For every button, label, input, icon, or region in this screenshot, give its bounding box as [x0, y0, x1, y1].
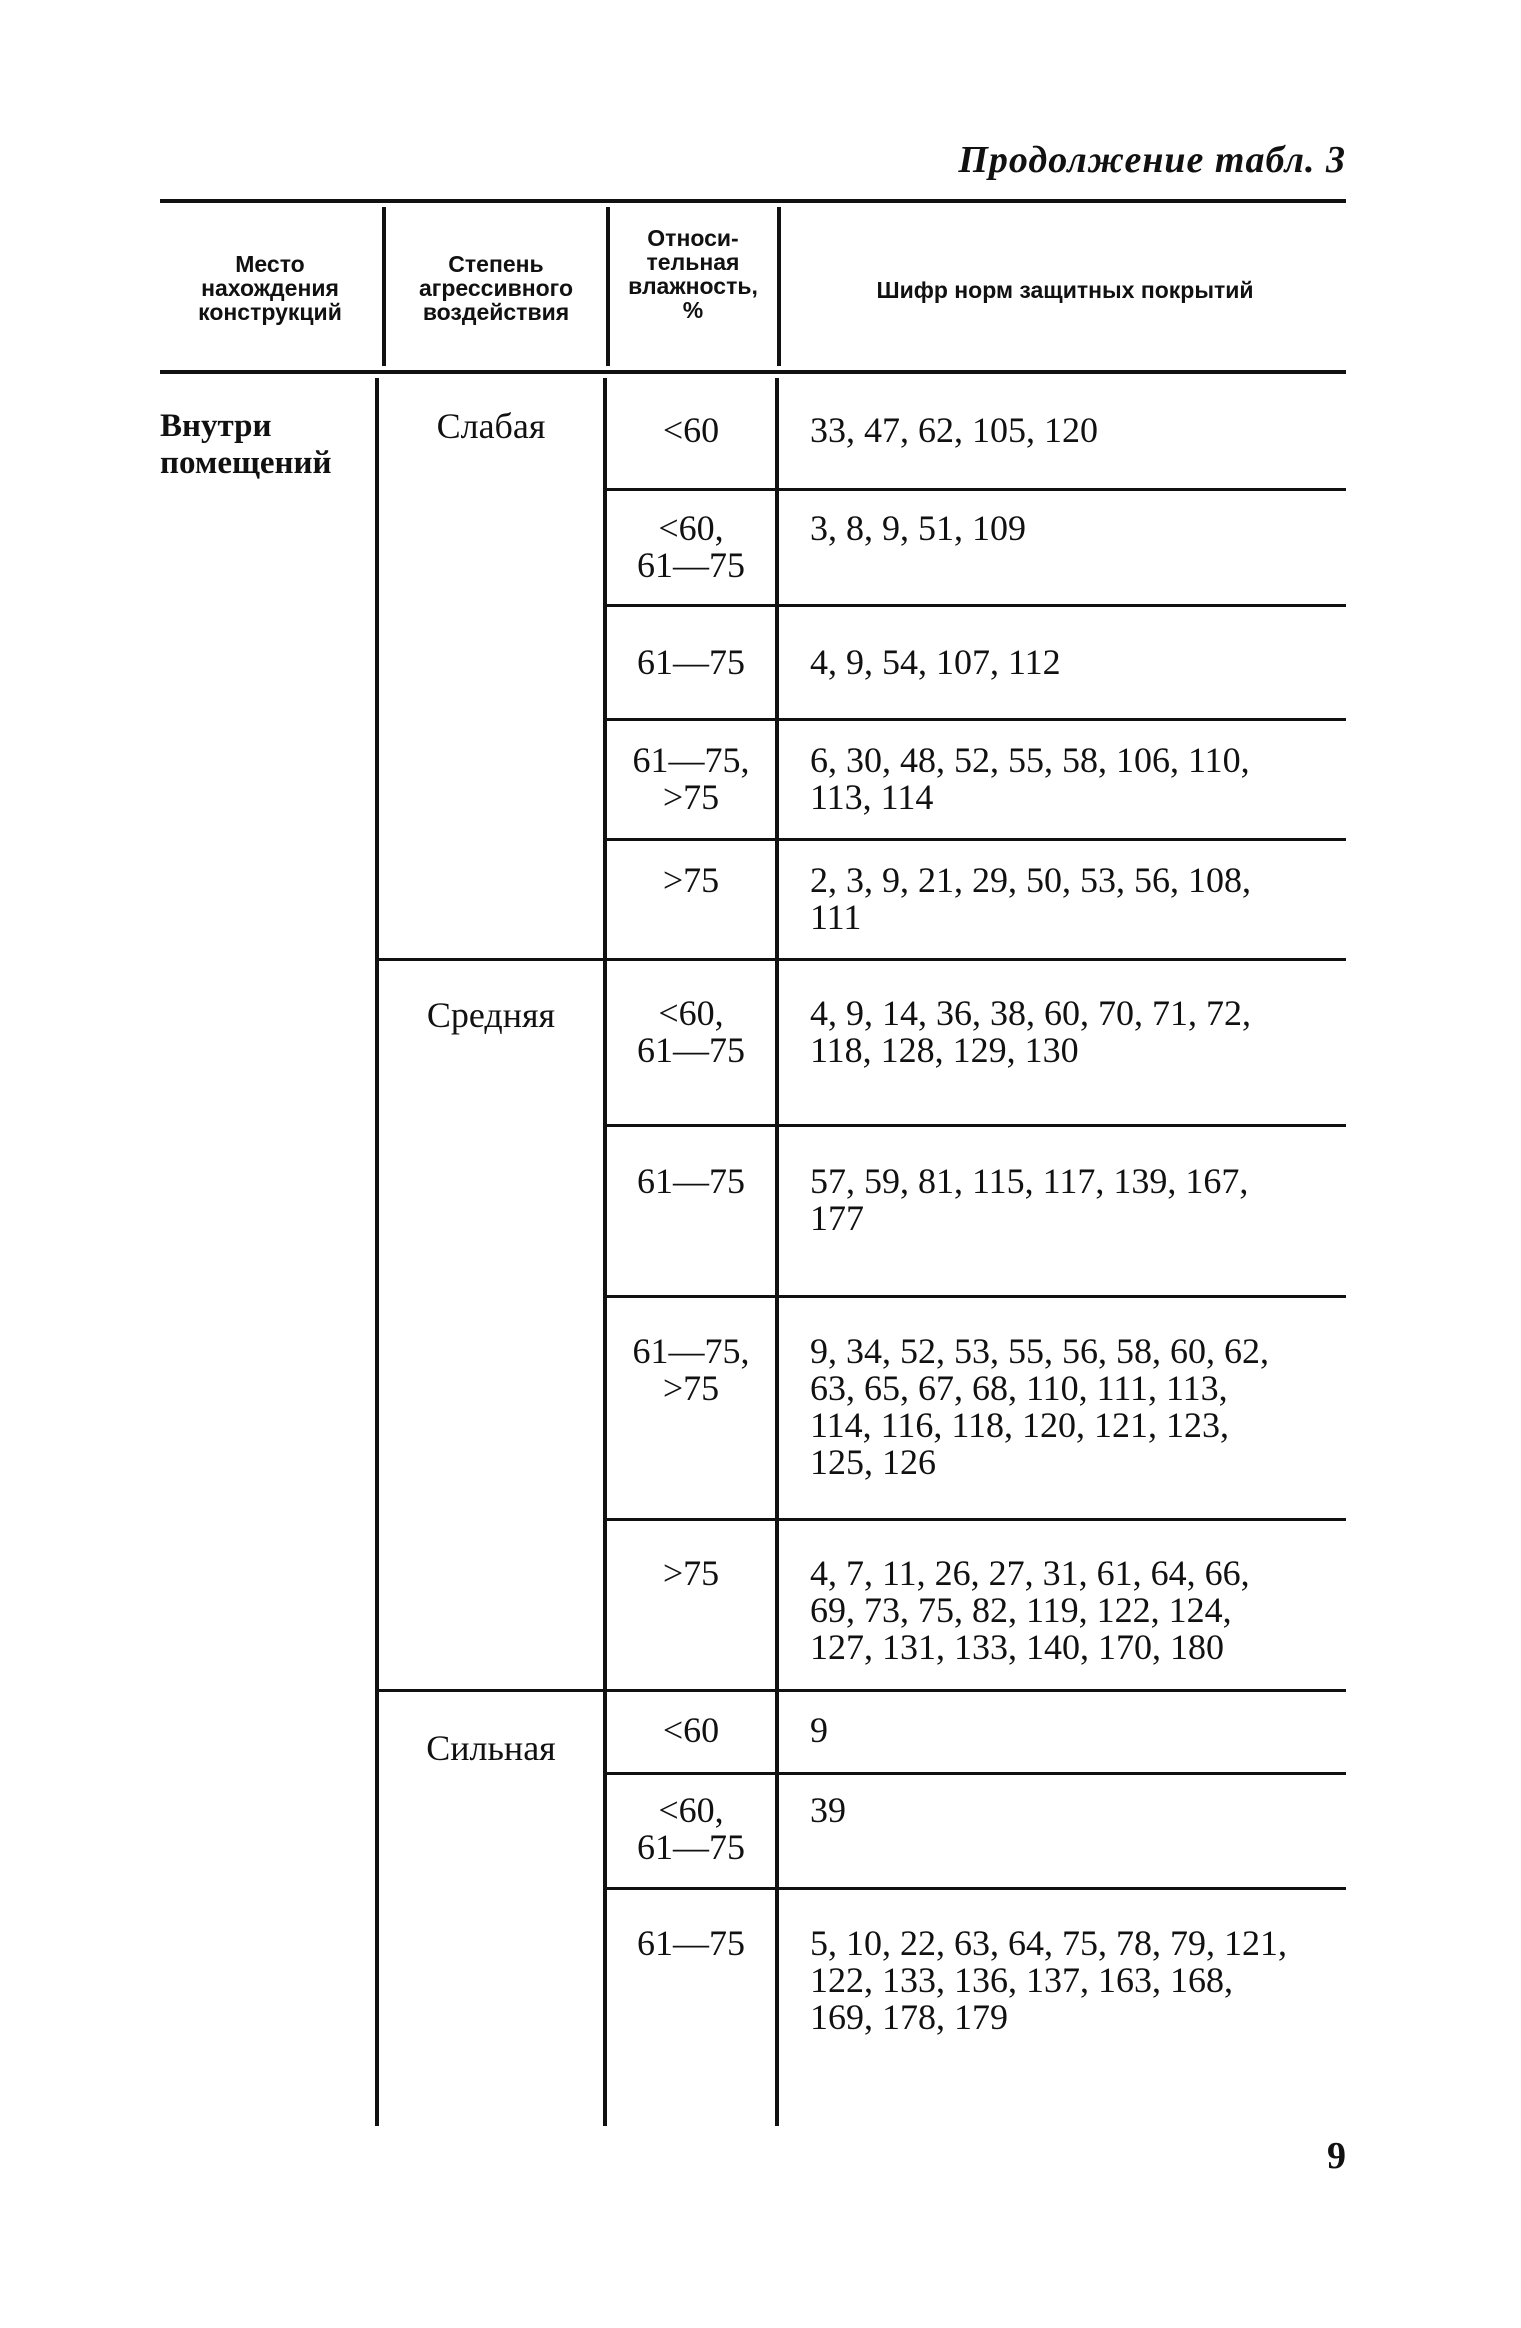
- degree-weak: Слабая: [436, 406, 546, 446]
- humidity-cell: <60, 61—75: [637, 1790, 745, 1867]
- degree-medium: Средняя: [426, 995, 556, 1035]
- row-separator: [607, 488, 1346, 491]
- row-separator: [607, 1518, 1346, 1521]
- header-location: Место нахождения конструкций: [198, 251, 342, 325]
- location-value: Внутри помещений: [160, 408, 332, 481]
- table-top-rule: [160, 199, 1346, 203]
- humidity-cell: >75: [662, 860, 720, 900]
- running-head: Продолжение табл. 3: [958, 139, 1346, 181]
- codes-cell: 3, 8, 9, 51, 109: [810, 508, 1026, 548]
- codes-cell: 4, 9, 54, 107, 112: [810, 642, 1061, 682]
- table-header-rule: [160, 370, 1346, 374]
- codes-cell: 57, 59, 81, 115, 117, 139, 167, 177: [810, 1161, 1249, 1238]
- group-separator: [379, 1689, 1346, 1692]
- codes-cell: 33, 47, 62, 105, 120: [810, 410, 1098, 450]
- row-separator: [607, 1295, 1346, 1298]
- row-separator: [607, 1772, 1346, 1775]
- humidity-cell: 61—75: [637, 642, 745, 682]
- codes-cell: 5, 10, 22, 63, 64, 75, 78, 79, 121, 122, 133, 136, 137, 163, 168, 169, 178, 179: [810, 1923, 1287, 2037]
- humidity-cell: 61—75: [637, 1161, 745, 1201]
- row-separator: [607, 1124, 1346, 1127]
- row-separator: [607, 1887, 1346, 1890]
- body-vline-3: [775, 378, 779, 2126]
- codes-cell: 2, 3, 9, 21, 29, 50, 53, 56, 108, 111: [810, 860, 1251, 937]
- body-vline-2: [603, 378, 607, 2126]
- header-codes: Шифр норм защитных покрытий: [876, 277, 1254, 303]
- degree-strong: Сильная: [426, 1728, 556, 1768]
- header-vline-3: [777, 207, 781, 366]
- codes-cell: 9, 34, 52, 53, 55, 56, 58, 60, 62, 63, 65, 67, 68, 110, 111, 113, 114, 116, 118, 120, 121, 123, 125, 126: [810, 1331, 1269, 1482]
- header-degree: Степень агрессивного воздействия: [418, 251, 574, 325]
- humidity-cell: <60: [662, 410, 720, 450]
- codes-cell: 4, 9, 14, 36, 38, 60, 70, 71, 72, 118, 128, 129, 130: [810, 993, 1251, 1070]
- codes-cell: 9: [810, 1710, 828, 1750]
- row-separator: [607, 718, 1346, 721]
- humidity-cell: 61—75: [637, 1923, 745, 1963]
- humidity-cell: <60: [662, 1710, 720, 1750]
- codes-cell: 39: [810, 1790, 846, 1830]
- humidity-cell: 61—75, >75: [632, 740, 750, 817]
- header-humidity: Относи- тельная влажность, %: [628, 225, 758, 323]
- body-vline-1: [375, 378, 379, 2126]
- humidity-cell: <60, 61—75: [637, 508, 745, 585]
- humidity-cell: 61—75, >75: [632, 1331, 750, 1408]
- page-number: 9: [1327, 2135, 1346, 2177]
- row-separator: [607, 604, 1346, 607]
- row-separator: [607, 838, 1346, 841]
- header-vline-1: [382, 207, 386, 366]
- humidity-cell: >75: [662, 1553, 720, 1593]
- humidity-cell: <60, 61—75: [637, 993, 745, 1070]
- codes-cell: 6, 30, 48, 52, 55, 58, 106, 110, 113, 114: [810, 740, 1250, 817]
- codes-cell: 4, 7, 11, 26, 27, 31, 61, 64, 66, 69, 73, 75, 82, 119, 122, 124, 127, 131, 133, 140, 170, 180: [810, 1553, 1250, 1667]
- group-separator: [379, 958, 1346, 961]
